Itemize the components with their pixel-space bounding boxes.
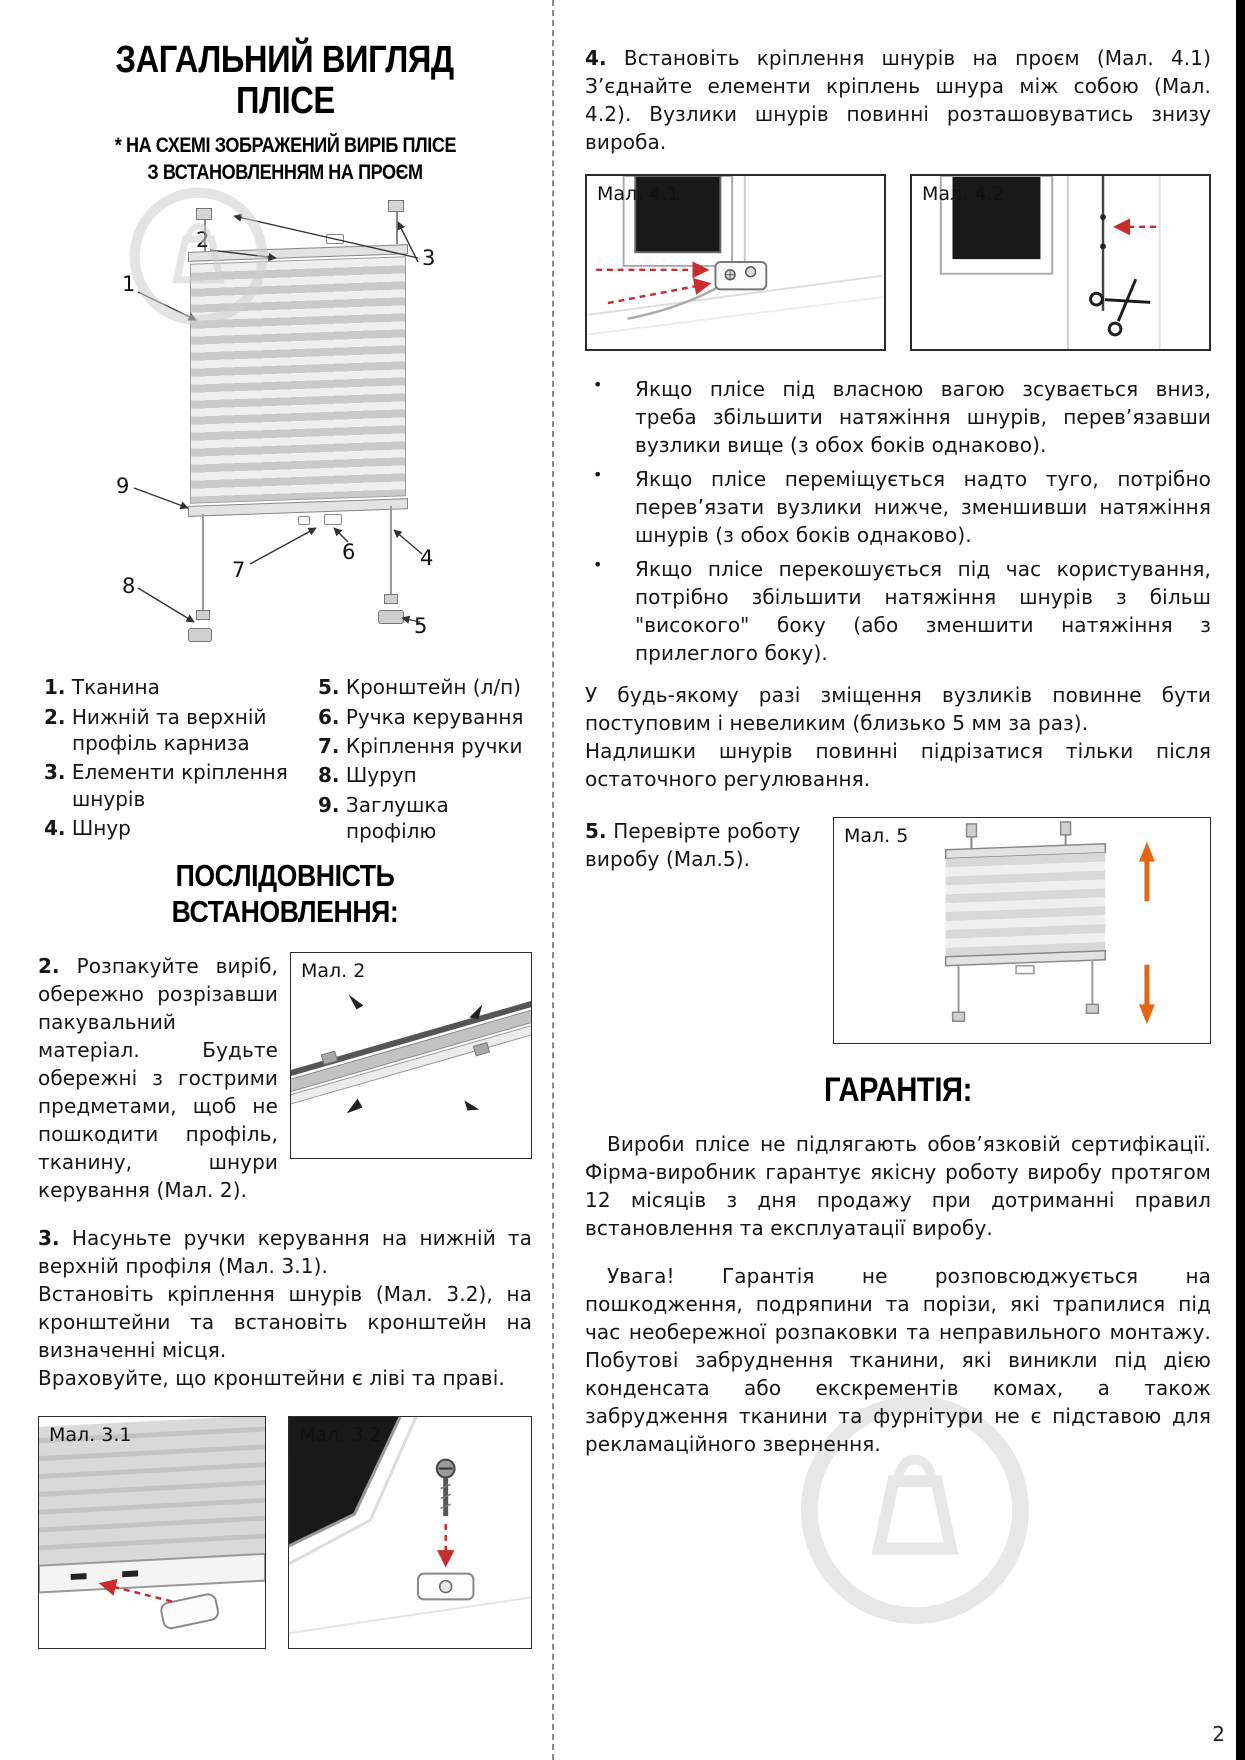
step-2-number: 2. [38,954,60,979]
legend-item-1 [44,674,302,700]
step-5-text [585,817,813,1044]
figure-4-2 [910,174,1211,351]
figures-4-row [585,174,1211,351]
callout-9: 9 [116,474,130,499]
page-subtitle-line2: З ВСТАНОВЛЕННЯМ НА ПРОЄМ [147,161,423,185]
figure-4-1-label: Мал. 4.1 [597,183,680,205]
legend-item-9 [318,792,532,845]
legend-column-1 [44,674,302,844]
step-5-block [585,817,1211,1044]
step-3-text [38,1224,532,1392]
legend-item-2 [44,704,302,757]
warranty-paragraph-1: Вироби плісе не підлягають обов’язковій сертифікації. Фірма-виробник гарантує якісну роботу виробу протягом 12 місяців з дня продажу при дотриманні правил встановлення та експлуатації виробу. [585,1132,1211,1240]
callout-7: 7 [232,558,246,583]
legend-item-3 [44,759,302,812]
figure-5-drawing [834,818,1210,1043]
legend-num: 1. [44,675,66,700]
step-2-body: Розпакуйте виріб, обережно розрізавши пакувальний матеріал. Будьте обережні з гострими предметами, щоб не пошкодити профіль, тканину, шнури керування (Мал. 2). [38,954,278,1203]
page-title [38,40,532,122]
step-5-body: Перевірте роботу виробу (Мал.5). [585,819,801,871]
bracket-part [715,262,766,289]
legend-num: 7. [318,734,340,759]
legend-text: Шуруп [345,763,417,788]
page-subtitle [38,132,532,187]
callout-2: 2 [196,228,210,253]
figure-5-label: Мал. 5 [844,825,909,847]
callout-5: 5 [414,614,428,639]
legend-item-7 [318,733,532,759]
bullet-text-2: Якщо плісе переміщується надто туго, потрібно перев’язати вузлики нижче, зменшивши натяжіння шнурів (з обох боків однаково). [635,467,1211,547]
bullet-text-3: Якщо плісе перекошується під час користування, потрібно збільшити натяжіння шнурів з більш "високого" боку (або зменшити натяжіння з прилеглого боку). [635,557,1211,665]
page-title-line1: ЗАГАЛЬНИЙ ВИГЛЯД [115,39,455,81]
legend-text: Елементи кріплення шнурів [71,760,288,811]
scan-edge-bar [1236,0,1245,1760]
adjust-note [585,681,1211,793]
warranty-paragraph-2: Увага! Гарантія не розповсюджується на пошкодження, подряпини та порізи, які трапилися під час необережної розпаковки та неправильного монтажу. Побутові забруднення тканини, які виникли під дією конденсата або екскрементів комах, а також забрудження тканини та фурнітури не є підставою для рекламаційного звернення. [585,1264,1211,1456]
step-2-block [38,952,532,1204]
legend-item-8 [318,762,532,788]
figure-3-2-label: Мал. 3.2 [299,1424,382,1447]
step-2-text [38,952,278,1204]
list-item [585,465,1211,549]
legend-item-6 [318,704,532,730]
step-4-body: Встановіть кріплення шнурів на проєм (Мал. 4.1) З’єднайте елементи кріплень шнура між собою (Мал. 4.2). Вузлики шнурів повинні розташовуватись знизу вироба. [585,46,1211,154]
legend-num: 9. [318,792,340,817]
list-item [585,555,1211,667]
step-4-text [585,44,1211,156]
figure-3-1 [38,1416,266,1649]
figures-3-row [38,1416,532,1649]
page-subtitle-line1: * НА СХЕМІ ЗОБРАЖЕНИЙ ВИРІБ ПЛІСЕ [114,133,456,157]
warranty-heading: ГАРАНТІЯ: [824,1071,972,1109]
legend-num: 3. [44,760,66,785]
legend-num: 2. [44,704,66,729]
legend-text: Шнур [71,816,131,841]
page-number: 2 [1212,1722,1225,1746]
bullet-text-1: Якщо плісе під власною вагою зсувається вниз, треба збільшити натяжіння шнурів, перев’язавши вузлики вище (з обох боків однаково). [635,377,1211,457]
adjust-note-line2: Надлишки шнурів повинні підрізатися тільки після остаточного регулювання. [585,739,1211,791]
bullet-marker: • [593,555,603,574]
legend-text: Нижній та верхній профіль карниза [71,704,267,756]
bullet-marker: • [593,375,603,394]
callout-3: 3 [422,246,436,271]
figure-2-label: Мал. 2 [301,960,366,983]
right-column [585,44,1211,1458]
parts-legend [38,674,532,850]
step-3-line3: Враховуйте, що кронштейни є ліві та праві. [38,1366,505,1391]
tension-tips-list [585,375,1211,667]
adjust-note-line1: У будь-якому разі зміщення вузликів повинне бути поступовим і невеликим (близько 5 мм за раз). [585,683,1211,735]
column-divider [552,0,554,1760]
left-column [38,40,532,1649]
step-3-number: 3. [38,1226,60,1251]
figure-2 [290,952,532,1159]
legend-text: Ручка керування [345,704,524,729]
legend-column-2 [318,674,532,847]
figure-4-2-label: Мал. 4.2 [922,183,1005,205]
figure-2-drawing [291,953,531,1158]
figure-3-2 [288,1416,532,1649]
legend-item-4 [44,815,302,841]
callout-4: 4 [420,546,434,571]
legend-item-5 [318,674,532,700]
figure-5 [833,817,1211,1044]
legend-text: Кріплення ручки [345,734,523,759]
sequence-heading: ПОСЛІДОВНІСТЬ ВСТАНОВЛЕННЯ: [171,858,399,930]
step-4-number: 4. [585,46,607,70]
legend-text: Заглушка профілю [345,792,449,844]
legend-num: 8. [318,763,340,788]
figure-3-1-drawing [39,1417,265,1648]
bullet-marker: • [593,465,603,484]
figure-4-1 [585,174,886,351]
legend-text: Кронштейн (л/п) [345,675,521,700]
figure-3-1-label: Мал. 3.1 [49,1424,132,1447]
diagram-leader-lines [38,192,532,662]
step-3-line1: 3. Насуньте ручки керування на нижній та верхній профіля (Мал. 3.1). [38,1226,532,1279]
legend-num: 6. [318,704,340,729]
page-title-line2: ПЛІСЕ [235,79,335,122]
product-overview-diagram [38,192,532,662]
callout-1: 1 [122,272,136,297]
list-item [585,375,1211,459]
step-3-line2: Встановіть кріплення шнурів (Мал. 3.2), на кронштейни та встановіть кронштейн на визначенні місця. [38,1282,532,1363]
legend-num: 5. [318,675,340,700]
legend-text: Тканина [71,675,160,700]
callout-6: 6 [342,540,356,565]
callout-8: 8 [122,574,136,599]
step-5-number: 5. [585,819,607,843]
legend-num: 4. [44,816,66,841]
figure-3-2-drawing [289,1417,531,1648]
